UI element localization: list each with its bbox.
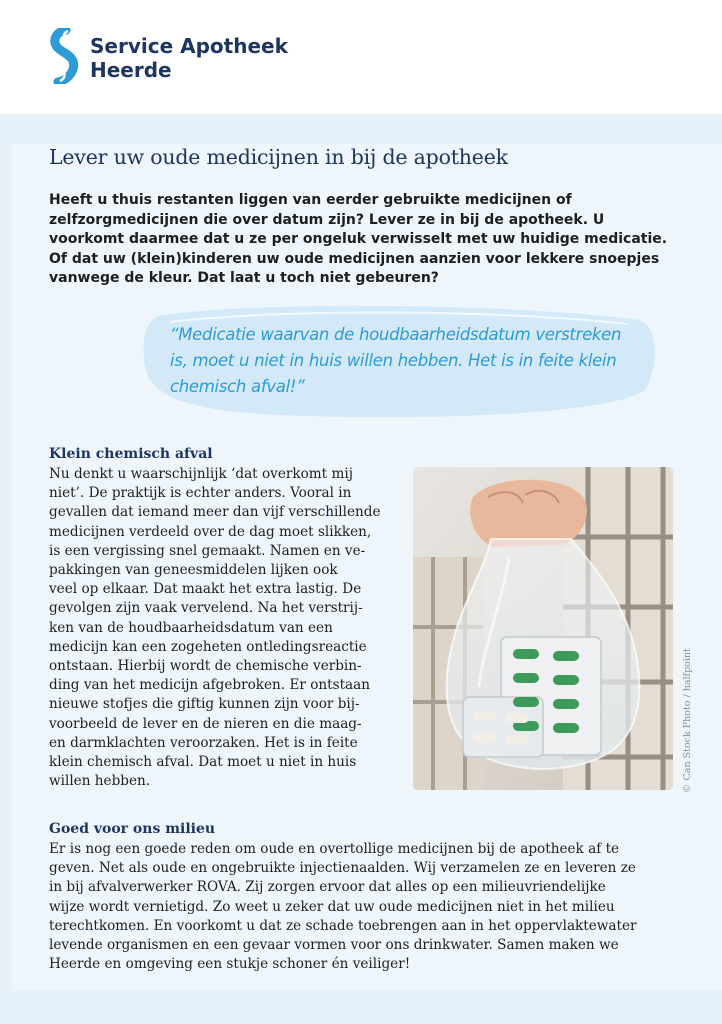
article-title: Lever uw oude medicijnen in bij de apotheek [49,145,508,169]
text-line: voorbeeld de lever en de nieren en die maag- [49,715,362,732]
quote-line: chemisch afval!” [170,377,305,396]
text-line: is een vergissing snel gemaakt. Namen en ve- [49,542,366,559]
photo-credit: © Can Stock Photo / halfpoint [682,648,693,793]
text-line: in bij afvalverwerker ROVA. Zij zorgen ervoor dat alles op een milieuvriendelijke [49,879,606,896]
text-line: veel op elkaar. Dat maakt het extra lastig. De [49,581,362,598]
text-line: klein chemisch afval. Dat moet u niet in huis [49,754,357,771]
text-line: Er is nog een goede reden om oude en overtollige medicijnen bij de apotheek af te [49,841,620,857]
section-body-chemisch-afval [49,465,399,791]
text-line: geven. Net als oude en ongebruikte injectienaalden. Wij verzamelen ze en leveren ze [49,860,636,877]
text-line: ontstaan. Hierbij wordt de chemische verbin- [49,658,362,675]
medicine-bag-photo [413,467,673,790]
brand-line-2: Heerde [90,58,172,82]
text-line: medicijn kan een zogeheten ontledingsreactie [49,638,367,655]
text-line: pakkingen van geneesmiddelen lijken ook [49,562,338,579]
page-header [0,0,722,114]
text-line: willen hebben. [49,773,151,790]
article-intro: Heeft u thuis restanten liggen van eerder gebruikte medicijnen of zelfzorgmedicijnen die over datum zijn? Lever ze in bij de apotheek. U voorkomt daarmee dat u ze per ongeluk verwisselt met uw huidige medicatie. Of dat uw (klein)kinderen uw oude medicijnen aanzien voor lekkere snoepjes vanwege de kleur. Dat laat u toch niet gebeuren? [49,192,668,286]
brand-line-1: Service Apotheek [90,34,288,58]
text-line: Heerde en omgeving een stukje schoner én veiliger! [49,956,411,973]
text-line: nieuwe stofjes die giftig kunnen zijn voor bij- [49,696,360,713]
quote-line: is, moet u niet in huis willen hebben. Het is in feite klein [170,351,617,370]
section-heading-milieu: Goed voor ons milieu [49,821,216,837]
text-line: Nu denkt u waarschijnlijk ‘dat overkomt mij [49,466,353,482]
text-line: ding van het medicijn afgebroken. Er ontstaan [49,677,370,694]
text-line: gevolgen zijn vaak vervelend. Na het verstrij- [49,600,363,617]
section-heading-chemisch-afval: Klein chemisch afval [49,446,213,462]
pharmacy-logo-icon [48,28,80,84]
pull-quote [170,322,640,400]
text-line: gevallen dat iemand meer dan vijf verschillende [49,504,381,521]
text-line: levende organismen en een gevaar vormen voor ons drinkwater. Samen maken we [49,937,619,954]
text-line: wijze wordt vernietigd. Zo weet u zeker dat uw oude medicijnen niet in het milieu [49,898,615,915]
text-line: niet’. De praktijk is echter anders. Vooral in [49,485,352,502]
section-body-milieu [49,840,689,974]
quote-line: “Medicatie waarvan de houdbaarheidsdatum verstreken [170,325,622,344]
text-line: ken van de houdbaarheidsdatum van een [49,619,333,636]
text-line: medicijnen verdeeld over de dag moet slikken, [49,523,372,540]
text-line: en darmklachten veroorzaken. Het is in feite [49,734,358,751]
text-line: terechtkomen. En voorkomt u dat ze schade toebrengen aan in het oppervlaktewater [49,917,637,934]
brand-name [90,34,288,82]
photo-illustration [413,467,673,790]
